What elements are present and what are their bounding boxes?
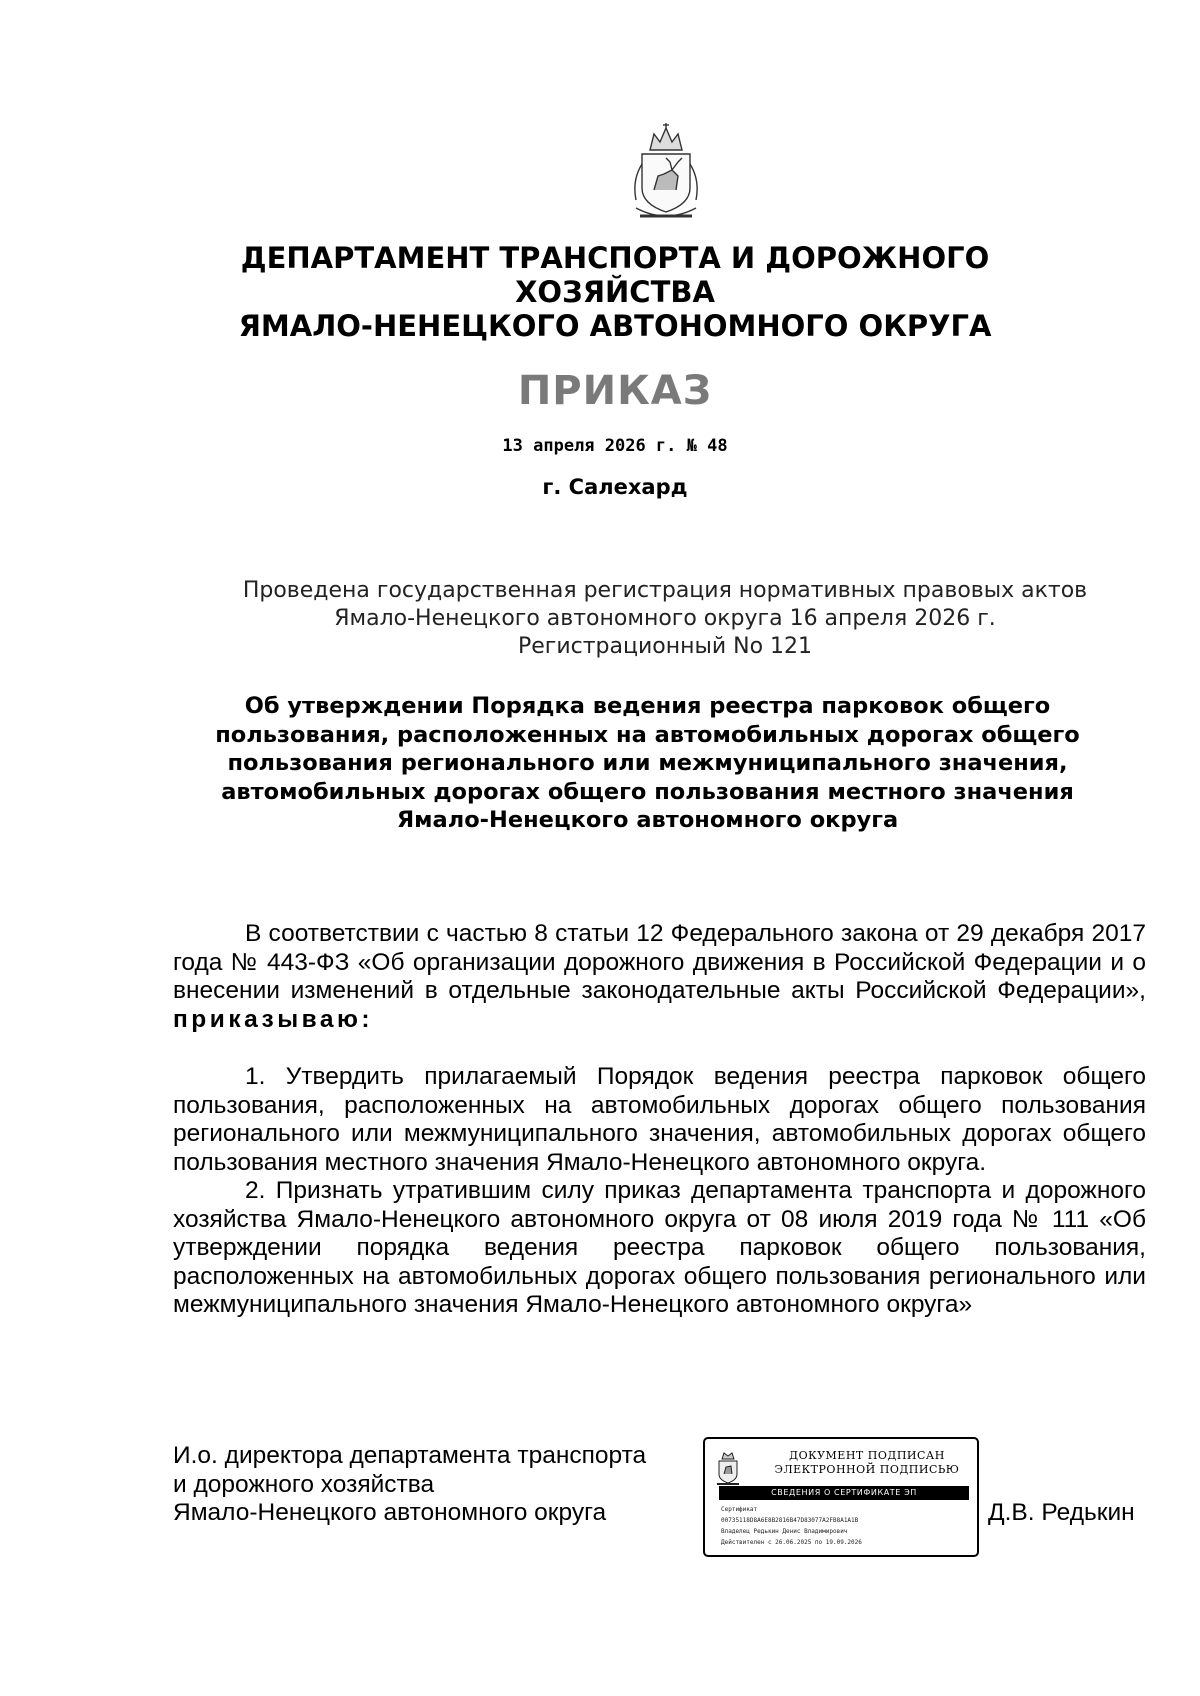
order-item-1: 1. Утвердить прилагаемый Порядок ведения реестра парковок общего пользования, расположенных на автомобильных дорогах общего пользования регионального или межмуниципального значения, автомобильных дорогах общего пользования местного значения Ямало-Ненецкого автономного округа. xyxy=(173,1063,1146,1176)
stamp-certificate-bar: СВЕДЕНИЯ О СЕРТИФИКАТЕ ЭП xyxy=(719,1486,969,1500)
registration-line: Ямало-Ненецкого автономного округа 16 апреля 2026 г. xyxy=(334,606,996,631)
subject-line: пользования регионального или межмуниципального значения, xyxy=(227,750,1068,776)
signer-name: Д.В. Редькин xyxy=(988,1499,1135,1526)
document-type-title: ПРИКАЗ xyxy=(517,368,713,414)
org-line: ХОЗЯЙСТВА xyxy=(515,275,715,309)
document-date-number: 13 апреля 2026 г. № 48 xyxy=(502,436,728,456)
stamp-detail-line: Сертификат xyxy=(721,1506,758,1513)
stamp-title-line: ЭЛЕКТРОННОЙ ПОДПИСЬЮ xyxy=(774,1463,960,1476)
stamp-title xyxy=(763,1449,971,1477)
subject-line: Об утверждении Порядка ведения реестра парковок общего xyxy=(244,693,1051,719)
organization-name xyxy=(200,241,1030,343)
subject-line: Ямало-Ненецкого автономного округа xyxy=(396,807,899,833)
document-body xyxy=(173,920,1146,1320)
order-word: приказываю: xyxy=(173,1005,374,1033)
registration-line: Регистрационный No 121 xyxy=(517,634,813,659)
document-city: г. Салехард xyxy=(542,475,688,499)
subject-line: пользования, расположенных на автомобильных дорогах общего xyxy=(215,721,1080,748)
order-item-2: 2. Признать утратившим силу приказ департамента транспорта и дорожного хозяйства Ямало-Ненецкого автономного округа от 08 июля 2019 года № 111 «Об утверждении порядка ведения реестра парковок общего пользования, расположенных на автомобильных дорогах общего пользования регионального или межмуниципального значения Ямало-Ненецкого автономного округа» xyxy=(173,1177,1146,1318)
signer-position xyxy=(173,1442,713,1528)
document-subject xyxy=(180,692,1115,835)
org-line: ЯМАЛО-НЕНЕЦКОГО АВТОНОМНОГО ОКРУГА xyxy=(238,309,992,343)
signer-line: и дорожного хозяйства xyxy=(173,1470,435,1498)
signer-line: И.о. директора департамента транспорта xyxy=(173,1442,647,1469)
stamp-detail-line: 00735118D8A6E8B2816B47D83077A2FB8A1A1B xyxy=(721,1517,859,1524)
stamp-certificate-details xyxy=(721,1504,971,1548)
signer-line: Ямало-Ненецкого автономного округа xyxy=(173,1499,607,1526)
preamble-text: В соответствии с частью 8 статьи 12 Федерального закона от 29 декабря 2017 года № 443-ФЗ «Об организации дорожного движения в Российской Федерации и о внесении изменений в отдельные законодательные акты Российской Федерации», xyxy=(173,920,1146,1004)
subject-line: автомобильных дорогах общего пользования местного значения xyxy=(221,778,1074,805)
stamp-title-line: ДОКУМЕНТ ПОДПИСАН xyxy=(789,1449,945,1462)
electronic-signature-stamp xyxy=(703,1437,979,1557)
stamp-detail-line: Действителен с 26.06.2025 по 19.09.2026 xyxy=(721,1539,862,1546)
preamble-paragraph xyxy=(173,920,1146,1034)
registration-line: Проведена государственная регистрация нормативных правовых актов xyxy=(242,578,1088,603)
org-line: ДЕПАРТАМЕНТ ТРАНСПОРТА И ДОРОЖНОГО xyxy=(240,241,990,275)
stamp-emblem-icon xyxy=(715,1449,741,1487)
coat-of-arms-icon xyxy=(628,120,704,226)
registration-note xyxy=(240,577,1090,661)
stamp-detail-line: Владелец Редькин Денис Владимирович xyxy=(721,1528,848,1535)
